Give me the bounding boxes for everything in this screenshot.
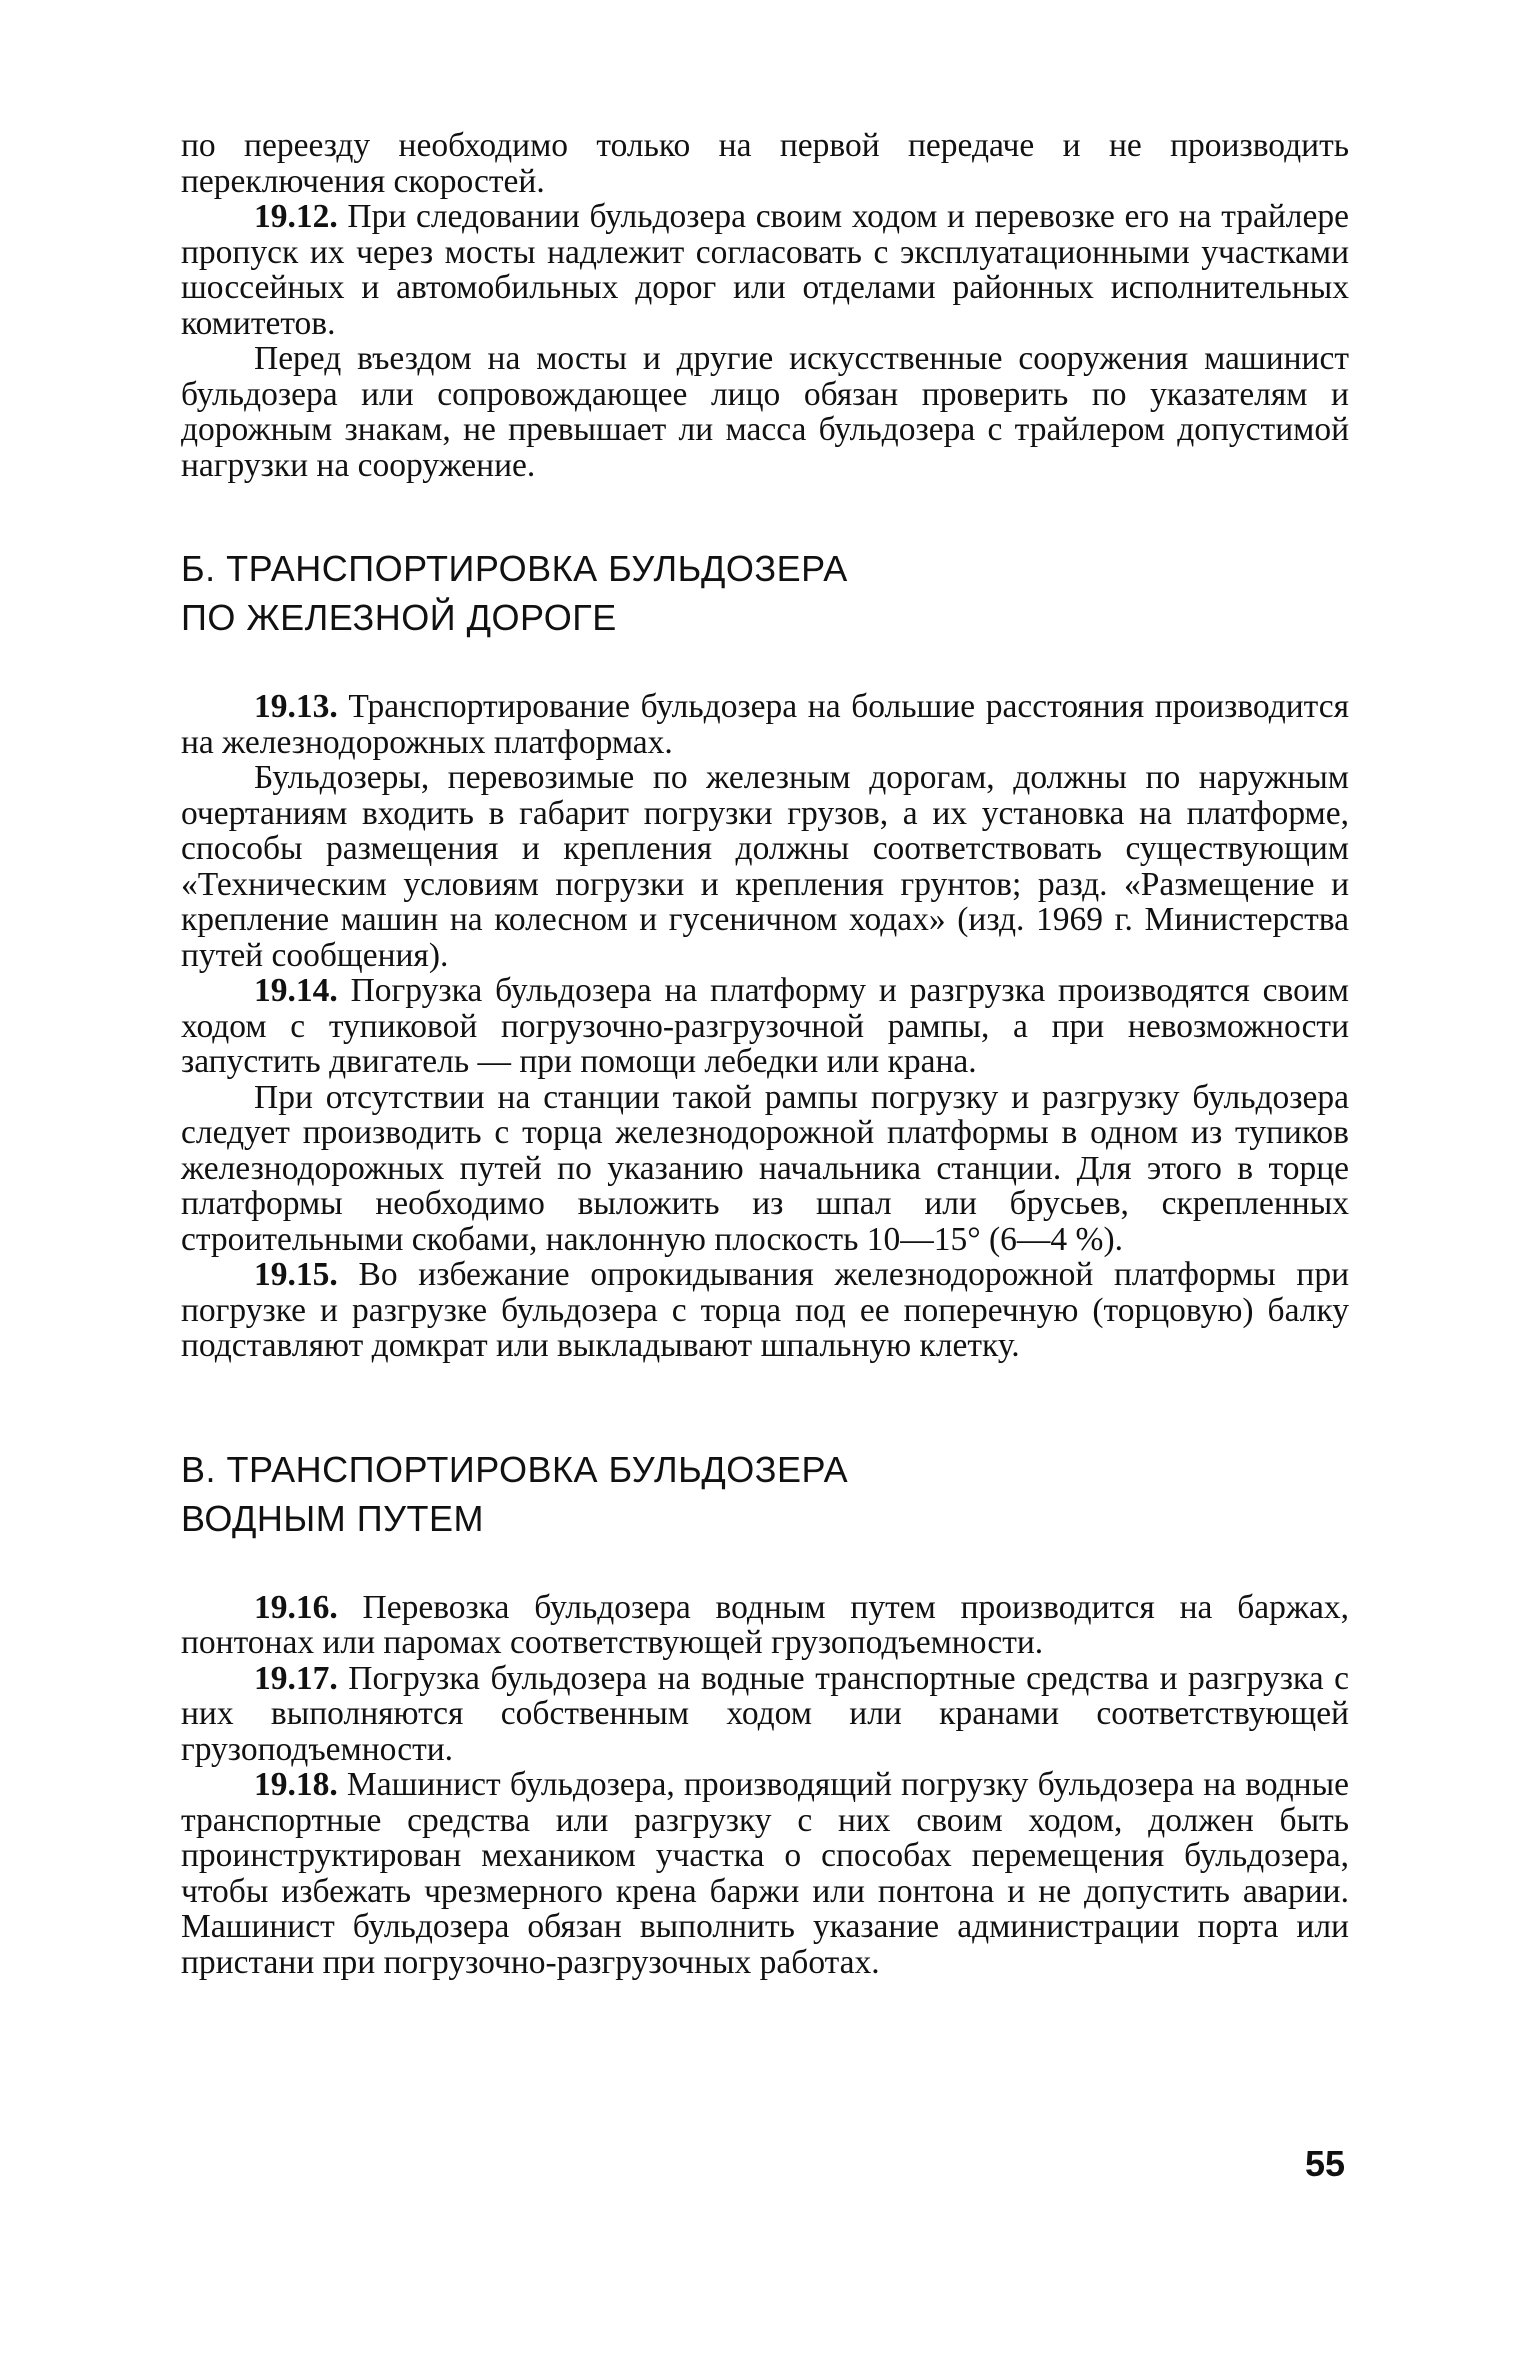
paragraph-19-15 bbox=[181, 1257, 1349, 1364]
clause-text: Транспортирование бульдозера на большие расстояния производится на железнодорожных платформах. bbox=[181, 688, 1349, 761]
clause-number: 19.13. bbox=[254, 688, 338, 725]
paragraph-19-12 bbox=[181, 199, 1349, 341]
section-heading-water-line2: ВОДНЫМ ПУТЕМ bbox=[181, 1497, 484, 1539]
section-heading-rail-line2: ПО ЖЕЛЕЗНОЙ ДОРОГЕ bbox=[181, 597, 617, 638]
paragraph-19-13 bbox=[181, 689, 1349, 760]
page-number: 55 bbox=[1305, 2143, 1346, 2184]
clause-number: 19.17. bbox=[254, 1659, 338, 1697]
clause-text: Во избежание опрокидывания железнодорожной платформы при погрузке и разгрузке бульдозера с торца под ее поперечную (торцовую) балку подставляют домкрат или выкладывают шпальную клетку. bbox=[181, 1256, 1349, 1364]
section-heading-rail-line1: Б. ТРАНСПОРТИРОВКА БУЛЬДОЗЕРА bbox=[181, 548, 848, 589]
paragraph-ramp: При отсутствии на станции такой рампы погрузку и разгрузку бульдозера следует производить с торца железнодорожной платформы в одном из тупиков железнодорожных путей по указанию начальника станции. Для этого в торце платформы необходимо выложить из шпал или брусьев, скрепленных строительными скобами, наклонную плоскость 10—15° (6—4 %). bbox=[181, 1078, 1349, 1258]
clause-number: 19.16. bbox=[254, 1588, 338, 1626]
clause-text: Погрузка бульдозера на платформу и разгрузка производятся своим ходом с тупиковой погрузочно-разгрузочной рампы, а при невозможности запустить двигатель — при помощи лебедки или крана. bbox=[181, 972, 1349, 1080]
clause-text: При следовании бульдозера своим ходом и перевозке его на трайлере пропуск их через мосты надлежит согласовать с эксплуатационными участками шоссейных и автомобильных дорог или отделами районных исполнительных комитетов. bbox=[181, 198, 1349, 342]
clause-text: Перевозка бульдозера водным путем производится на баржах, понтонах или паромах соответствующей грузоподъемности. bbox=[181, 1588, 1349, 1661]
paragraph-bridges: Перед въездом на мосты и другие искусственные сооружения машинист бульдозера или сопровождающее лицо обязан проверить по указателям и дорожным знакам, не превышает ли масса бульдозера с трайлером допустимой нагрузки на сооружение. bbox=[181, 340, 1349, 484]
section-heading-water-line1: В. ТРАНСПОРТИРОВКА БУЛЬДОЗЕРА bbox=[181, 1448, 849, 1490]
document-page bbox=[181, 128, 1349, 1980]
paragraph-19-16 bbox=[181, 1590, 1349, 1661]
clause-number: 19.15. bbox=[254, 1256, 338, 1293]
clause-text: Погрузка бульдозера на водные транспортные средства и разгрузка с них выполняются собственным ходом или кранами соответствующей грузоподъемности. bbox=[181, 1659, 1349, 1768]
section-heading-water bbox=[181, 1445, 1349, 1543]
paragraph-19-18 bbox=[181, 1767, 1349, 1980]
paragraph-continuation: по переезду необходимо только на первой передаче и не производить переключения скоростей. bbox=[181, 127, 1349, 200]
paragraph-19-14 bbox=[181, 973, 1349, 1080]
clause-number: 19.18. bbox=[254, 1766, 338, 1803]
paragraph-rail-gauge: Бульдозеры, перевозимые по железным дорогам, должны по наружным очертаниям входить в габарит погрузки грузов, а их установка на платформе, способы размещения и крепления должны соответствовать существующим «Техническим условиям погрузки и крепления грунтов; разд. «Размещение и крепление машин на колесном и гусеничном ходах» (изд. 1969 г. Министерства путей сообщения). bbox=[181, 759, 1349, 974]
section-heading-rail bbox=[181, 544, 1349, 642]
clause-number: 19.14. bbox=[254, 972, 338, 1009]
paragraph-19-17 bbox=[181, 1661, 1349, 1768]
clause-text: Машинист бульдозера, производящий погрузку бульдозера на водные транспортные средства или разгрузку с них своим ходом, должен быть проинструктирован механиком участка о способах перемещения бульдозера, чтобы избежать чрезмерного крена баржи или понтона и не допустить аварии. Машинист бульдозера обязан выполнить указание администрации порта или пристани при погрузочно-разгрузочных работах. bbox=[181, 1766, 1349, 1981]
clause-number: 19.12. bbox=[254, 198, 338, 235]
